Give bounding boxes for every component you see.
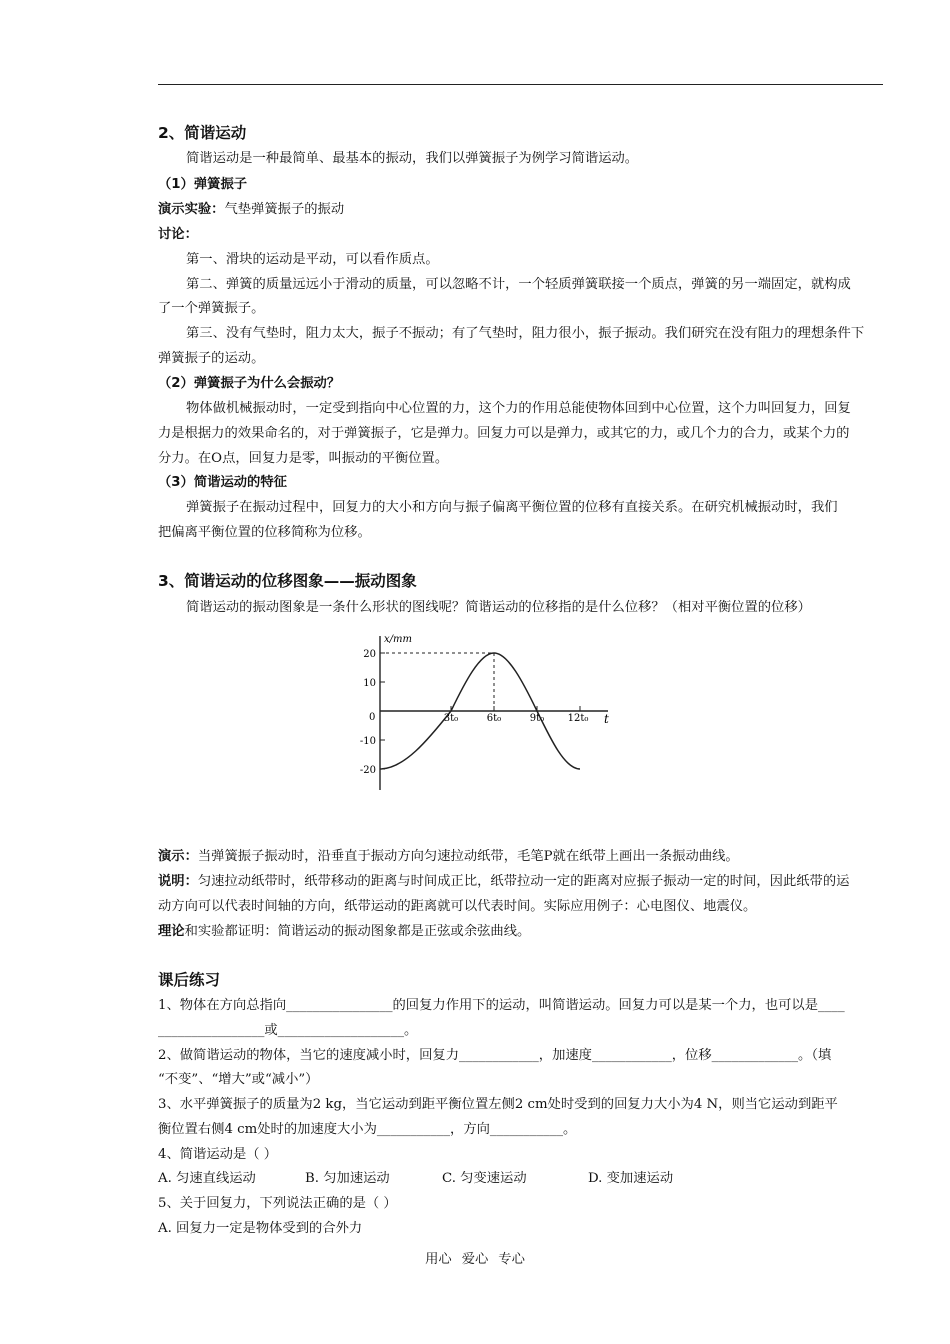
footer-word: 专心 <box>498 1252 525 1267</box>
discussion-point-3-line2: 弹簧振子的运动。 <box>158 351 265 366</box>
footer-word: 爱心 <box>461 1252 489 1267</box>
t-tick-label: 6t₀ <box>486 713 502 724</box>
header-rule <box>158 84 883 85</box>
theory-label: 理论 <box>158 924 185 939</box>
theory-text: 和实验都证明：简谐运动的振动图象都是正弦或余弦曲线。 <box>184 924 531 939</box>
paragraph-restoring-force-1: 物体做机械振动时，一定受到指向中心位置的力，这个力的作用总能使物体回到中心位置，这个力叫回复力，回复 <box>186 401 851 416</box>
subheading-shm-features: （3）简谐运动的特征 <box>158 475 287 490</box>
y-tick-label: 20 <box>363 649 376 660</box>
discussion-label: 讨论： <box>158 227 198 242</box>
paragraph-restoring-force-2: 力是根据力的效果命名的，对于弹簧振子，它是弹力。回复力可以是弹力，或其它的力，或几个力的合力，或某个力的 <box>158 426 850 441</box>
explanation-label: 说明： <box>158 874 198 889</box>
paragraph-shm-features-1: 弹簧振子在振动过程中，回复力的大小和方向与振子偏离平衡位置的位移有直接关系。在研究机械振动时，我们 <box>186 500 838 515</box>
y-tick-label: -10 <box>360 736 376 747</box>
question-4: 4、简谐运动是（ ） <box>158 1147 278 1162</box>
theory-paragraph <box>158 919 888 944</box>
option-c: C. 匀变速运动 <box>442 1171 527 1186</box>
demo-text: 气垫弹簧振子的振动 <box>224 202 345 217</box>
question-2-line1: 2、做简谐运动的物体，当它的速度减小时，回复力____________，加速度____________，位移_____________。（填 <box>158 1048 832 1063</box>
discussion-point-2-line2: 了一个弹簧振子。 <box>158 301 265 316</box>
discussion-point-1: 第一、滑块的运动是平动，可以看作质点。 <box>186 252 439 267</box>
question-4-options <box>158 1166 888 1191</box>
demo-text-2: 当弹簧振子振动时，沿垂直于振动方向匀速拉动纸带，毛笔P就在纸带上画出一条振动曲线。 <box>197 849 739 864</box>
vibration-graph-svg <box>360 628 620 818</box>
subheading-why-vibrate: （2）弹簧振子为什么会振动？ <box>158 376 341 391</box>
option-d: D. 变加速运动 <box>588 1171 674 1186</box>
vibration-graph <box>360 628 620 818</box>
explanation-line2: 动方向可以代表时间轴的方向，纸带运动的距离就可以代表时间。实际应用例子：心电图仪、地震仪。 <box>158 899 757 914</box>
subheading-spring-oscillator: （1）弹簧振子 <box>158 177 248 192</box>
demo-paragraph <box>158 844 888 869</box>
section-3-title: 3、简谐运动的位移图象——振动图象 <box>158 572 417 590</box>
page-footer <box>0 1248 950 1267</box>
y-tick-label: -20 <box>360 765 376 776</box>
option-b: B. 匀加速运动 <box>305 1171 390 1186</box>
explanation-line1 <box>158 869 888 894</box>
section-2-intro: 简谐运动是一种最简单、最基本的振动，我们以弹簧振子为例学习简谐运动。 <box>186 151 639 166</box>
question-3-line2: 衡位置右侧4 cm处时的加速度大小为___________，方向___________。 <box>158 1122 577 1137</box>
origin-label: 0 <box>369 712 376 723</box>
footer-word: 用心 <box>425 1252 452 1267</box>
question-5: 5、关于回复力，下列说法正确的是（ ） <box>158 1196 397 1211</box>
question-3-line1: 3、水平弹簧振子的质量为2 kg，当它运动到距平衡位置左侧2 cm处时受到的回复力大小为4 N，则当它运动到距平 <box>158 1097 838 1112</box>
demo-label-2: 演示： <box>158 849 198 864</box>
question-2-line2: “不变”、“增大”或“减小”） <box>158 1072 319 1087</box>
practice-title: 课后练习 <box>158 971 221 989</box>
question-5-option-a: A. 回复力一定是物体受到的合外力 <box>158 1221 363 1236</box>
section-3-question: 简谐运动的振动图象是一条什么形状的图线呢？简谐运动的位移指的是什么位移？（相对平衡位置的位移） <box>186 600 811 615</box>
t-tick-label: 3t₀ <box>443 713 459 724</box>
paragraph-restoring-force-3: 分力。在O点，回复力是零，叫振动的平衡位置。 <box>158 451 449 466</box>
t-tick-label: 12t₀ <box>567 713 589 724</box>
x-axis-label: t <box>604 712 609 726</box>
question-1-line2: ________________或___________________。 <box>158 1023 418 1038</box>
y-axis-label: x/mm <box>384 634 412 645</box>
explanation-text-1: 匀速拉动纸带时，纸带移动的距离与时间成正比，纸带拉动一定的距离对应振子振动一定的时间，因此纸带的运 <box>197 874 850 889</box>
y-tick-label: 10 <box>363 678 376 689</box>
demo-experiment <box>158 197 888 222</box>
t-tick-label: 9t₀ <box>529 713 545 724</box>
discussion-point-3-line1: 第三、没有气垫时，阻力太大，振子不振动；有了气垫时，阻力很小，振子振动。我们研究在没有阻力的理想条件下 <box>186 326 865 341</box>
option-a: A. 匀速直线运动 <box>158 1171 256 1186</box>
demo-label: 演示实验： <box>158 202 225 217</box>
section-2-title: 2、简谐运动 <box>158 124 247 142</box>
discussion-point-2-line1: 第二、弹簧的质量远远小于滑动的质量，可以忽略不计，一个轻质弹簧联接一个质点，弹簧的另一端固定，就构成 <box>186 277 851 292</box>
paragraph-shm-features-2: 把偏离平衡位置的位移简称为位移。 <box>158 525 371 540</box>
question-1-line1: 1、物体在方向总指向________________的回复力作用下的运动，叫简谐运动。回复力可以是某一个力，也可以是____ <box>158 998 845 1013</box>
